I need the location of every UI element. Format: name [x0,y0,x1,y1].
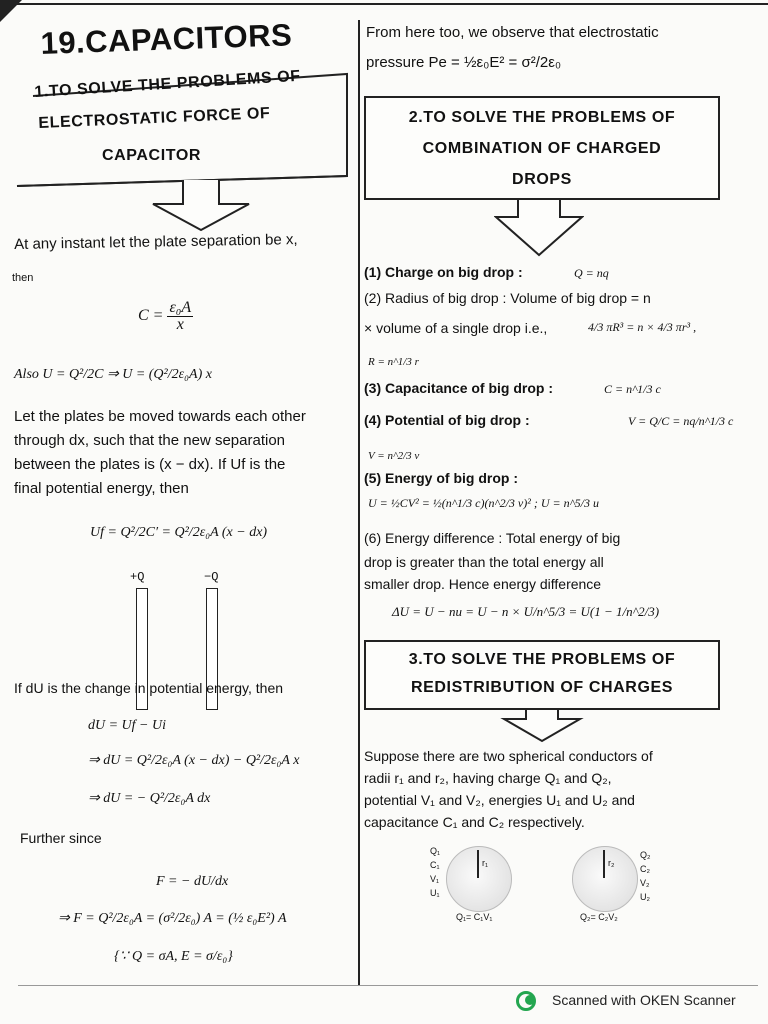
section2-heading-line2: COMBINATION OF CHARGED [422,140,662,157]
section1-para2-line3: between the plates is (x − dx). If Uf is the [14,456,286,473]
drop-item-6-line3: smaller drop. Hence energy difference [364,576,602,592]
section1-heading-line2: ELECTROSTATIC FORCE OF [38,104,271,132]
top-rule [0,3,768,5]
equation-dU-2: ⇒ dU = Q²/2ε₀A (x − dx) − Q²/2ε₀A x [88,753,300,768]
section3-arrow [500,709,584,743]
section3-para-line3: potential V₁ and V₂, energies U₁ and U₂ and [364,792,635,808]
drop-item-6-line2: drop is greater than the total energy all [364,554,604,570]
sphere1-label-u: U₁ [430,888,440,898]
drop-item-2-result: R = n^1/3 r [368,356,419,368]
pressure-text-line1: From here too, we observe that electrostatic [366,24,659,41]
drop-item-1: (1) Charge on big drop : [364,264,523,280]
oken-logo-icon [516,991,542,1009]
drop-item-4-result: V = n^2/3 v [368,450,420,462]
drop-item-2-line2: × volume of a single drop i.e., [364,320,548,336]
equation-dU-1: dU = Uf − Ui [88,718,167,733]
sphere1-radius-label: r₁ [482,858,489,868]
equation-energy-U: Also U = Q²/2C ⇒ U = (Q²/2ε₀A) x [14,367,212,382]
section3-para-line4: capacitance C₁ and C₂ respectively. [364,814,585,830]
section2-heading-line1: 2.TO SOLVE THE PROBLEMS OF [408,109,676,126]
bottom-rule [18,985,758,986]
section3-para-line2: radii r₁ and r₂, having charge Q₁ and Q₂, [364,770,612,786]
drop-item-6-line1: (6) Energy difference : Total energy of big [364,530,621,546]
drop-item-3-eq: C = n^1/3 c [604,382,661,396]
sphere1-label-c: C₁ [430,860,440,870]
plate-plus-label: +Q [130,570,145,584]
drop-item-5-eq: U = ½CV² = ½(n^1/3 c)(n^2/3 v)² ; U = n^5/3 u [368,496,599,510]
section1-para1-line2: then [12,272,34,284]
sphere1-caption: Q₁= C₁V₁ [456,912,493,922]
sphere2-label-u: U₂ [640,892,650,902]
section1-para2-line4: final potential energy, then [14,480,189,497]
equation-capacitance: C = $\frac{\text{ε₀A}}{x}$ [138,299,192,333]
drop-item-4-eq: V = Q/C = nq/n^1/3 c [628,414,734,428]
drop-item-3: (3) Capacitance of big drop : [364,380,554,396]
section2-heading-line3: DROPS [512,171,572,188]
column-divider [358,20,360,985]
equation-final-energy: Uf = Q²/2C′ = Q²/2ε₀A (x − dx) [90,525,268,540]
sphere2-caption: Q₂= C₂V₂ [580,912,618,922]
sphere2-label-c: C₂ [640,864,650,874]
sphere1-radius-line [477,850,479,878]
section3-heading-box [364,640,720,710]
drop-item-6-eq: ΔU = U − nu = U − n × U/n^5/3 = U(1 − 1/n^2/3) [392,604,660,619]
sphere2-label-q: Q₂ [640,850,651,860]
sphere2-label-v: V₂ [640,878,650,888]
drop-item-2-line1: (2) Radius of big drop : Volume of big drop = n [364,290,651,306]
sphere2-radius-label: r₂ [608,858,615,868]
drop-item-1-eq: Q = nq [574,266,609,280]
drop-item-4: (4) Potential of big drop : [364,412,530,428]
section1-para1-line1: At any instant let the plate separation be x, [14,231,298,253]
section3-para-line1: Suppose there are two spherical conductors of [364,748,653,764]
section1-heading-line3: CAPACITOR [102,147,202,164]
scanner-text: Scanned with OKEN Scanner [552,992,736,1008]
equation-force-1: F = − dU/dx [156,874,229,889]
section1-para2-line1: Let the plates be moved towards each other [14,408,306,425]
sphere2 [572,846,638,912]
pressure-text-line2: pressure Pe = ½ε₀E² = σ²/2ε₀ [366,54,562,71]
sphere1-label-q: Q₁ [430,846,441,856]
section2-arrow [494,199,584,259]
sphere1-label-v: V₁ [430,874,440,884]
sphere1 [446,846,512,912]
equation-force-2: ⇒ F = Q²/2ε₀A = (σ²/2ε₀) A = (½ ε₀E²) A [58,911,287,926]
page-title: 19.CAPACITORS [40,17,293,61]
section2-heading-box [364,96,720,200]
equation-dU-3: ⇒ dU = − Q²/2ε₀A dx [88,791,211,806]
section1-heading-line1: 1.TO SOLVE THE PROBLEMS OF [34,67,302,101]
section3-heading-line2: REDISTRIBUTION OF CHARGES [410,679,674,696]
section1-para3: If dU is the change in potential energy, then [14,680,284,696]
section1-para2-line2: through dx, such that the new separation [14,432,286,449]
section3-heading-line1: 3.TO SOLVE THE PROBLEMS OF [408,651,676,668]
sphere2-radius-line [603,850,605,878]
drop-item-2-eq: 4/3 πR³ = n × 4/3 πr³ , [588,320,697,334]
further-since-label: Further since [20,830,102,846]
plate-minus-label: −Q [204,570,219,584]
equation-force-3: {∵ Q = σA, E = σ/ε₀} [114,949,233,964]
drop-item-5: (5) Energy of big drop : [364,470,518,486]
scanner-watermark [516,991,736,1009]
